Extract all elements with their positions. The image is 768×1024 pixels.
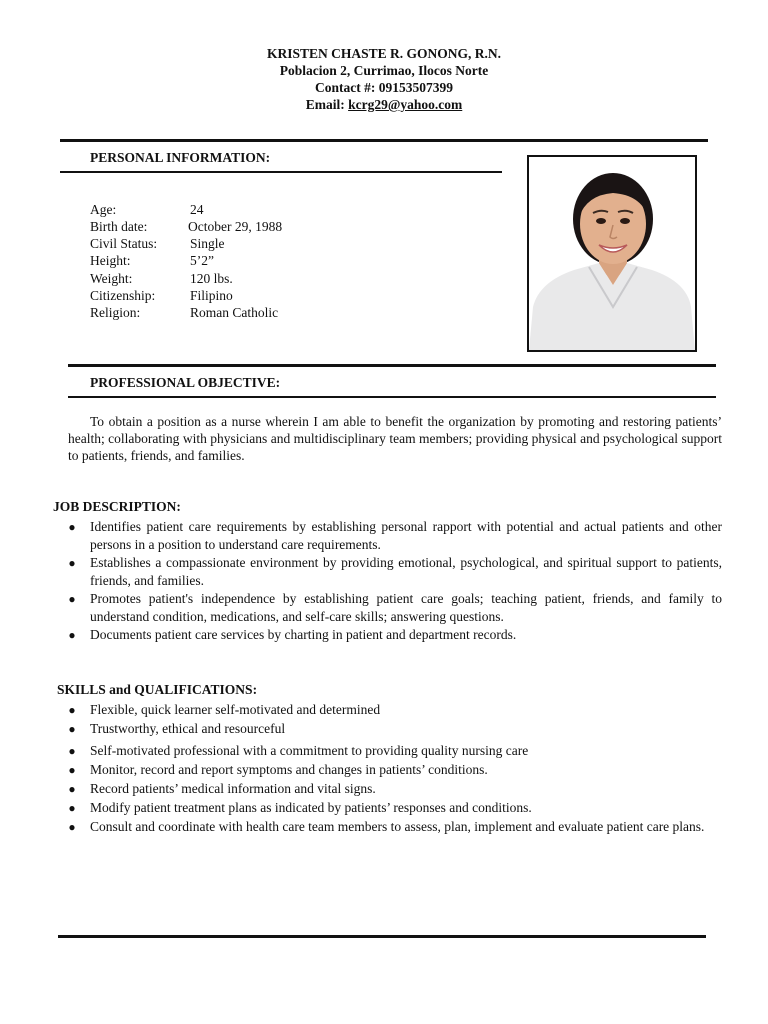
info-value: 24 xyxy=(190,202,204,217)
list-item-text: Identifies patient care requirements by establishing personal rapport with potential and actual patients and other persons in a position to understand care requirements. xyxy=(90,519,722,552)
info-value: 5’2” xyxy=(190,253,214,268)
objective-underline xyxy=(68,396,716,398)
email-line xyxy=(0,96,768,113)
bullet-icon: ● xyxy=(68,703,76,717)
info-row-birth-date xyxy=(90,219,282,235)
list-item-text: Flexible, quick learner self-motivated and determined xyxy=(90,702,381,717)
info-label: Weight: xyxy=(90,271,133,286)
bullet-icon: ● xyxy=(68,782,76,796)
list-item-text: Modify patient treatment plans as indicated by patients’ responses and conditions. xyxy=(90,800,532,815)
list-item xyxy=(67,780,722,798)
applicant-address: Poblacion 2, Currimao, Ilocos Norte xyxy=(279,63,489,78)
info-row-religion xyxy=(90,305,278,321)
info-label: Birth date: xyxy=(90,219,148,234)
bullet-icon: ● xyxy=(68,820,76,834)
contact-line xyxy=(0,79,768,96)
header-divider xyxy=(60,139,708,142)
objective-heading: PROFESSIONAL OBJECTIVE: xyxy=(90,375,281,390)
info-label: Height: xyxy=(90,253,131,268)
bullet-icon: ● xyxy=(68,556,76,570)
info-value: Roman Catholic xyxy=(190,305,279,320)
info-value: 120 lbs. xyxy=(190,271,233,286)
info-row-weight xyxy=(90,271,233,287)
bullet-icon: ● xyxy=(68,744,76,758)
list-item xyxy=(67,799,722,817)
list-item-text: Consult and coordinate with health care team members to assess, plan, implement and evaluate patient care plans. xyxy=(90,819,705,834)
contact-number: 09153507399 xyxy=(378,80,453,95)
contact-label: Contact #: xyxy=(315,80,379,95)
section-divider-objective xyxy=(68,364,716,367)
list-item-text: Record patients’ medical information and vital signs. xyxy=(90,781,376,796)
list-item xyxy=(67,742,722,760)
info-value: October 29, 1988 xyxy=(188,219,283,234)
list-item xyxy=(67,626,722,644)
info-value: Filipino xyxy=(190,288,233,303)
skills-heading: SKILLS and QUALIFICATIONS: xyxy=(57,682,258,697)
personal-info-underline xyxy=(60,171,502,173)
list-item xyxy=(67,720,722,738)
profile-photo xyxy=(527,155,697,352)
personal-info-heading: PERSONAL INFORMATION: xyxy=(90,150,271,165)
objective-text xyxy=(68,413,722,464)
portrait-illustration xyxy=(529,157,695,350)
job-description-heading: JOB DESCRIPTION: xyxy=(53,499,181,514)
info-value: Single xyxy=(190,236,225,251)
info-row-citizenship xyxy=(90,288,233,304)
bullet-icon: ● xyxy=(68,592,76,606)
footer-divider xyxy=(58,935,706,938)
list-item xyxy=(67,701,722,719)
list-item-text: Documents patient care services by charting in patient and department records. xyxy=(90,627,517,642)
list-item xyxy=(67,761,722,779)
list-item-text: Trustworthy, ethical and resourceful xyxy=(90,721,286,736)
info-row-civil-status xyxy=(90,236,225,252)
bullet-icon: ● xyxy=(68,722,76,736)
bullet-icon: ● xyxy=(68,628,76,642)
info-label: Age: xyxy=(90,202,117,217)
list-item-text: Promotes patient's independence by establishing patient care goals; teaching patient, friends, and family to understand condition, medications, and self-care skills; answering questions. xyxy=(90,591,722,624)
list-item-text: Establishes a compassionate environment by providing emotional, psychological, and spiritual support to patients, friends, and families. xyxy=(90,555,722,588)
objective-body: To obtain a position as a nurse wherein I am able to benefit the organization by promoting and restoring patients’ health; collaborating with physicians and multidisciplinary team members; providing physical and psychological support to patients, friends, and families. xyxy=(68,414,722,463)
list-item-text: Monitor, record and report symptoms and changes in patients’ conditions. xyxy=(90,762,488,777)
skills-list xyxy=(67,701,722,836)
bullet-icon: ● xyxy=(68,801,76,815)
email-link[interactable]: kcrg29@yahoo.com xyxy=(348,97,463,112)
list-item xyxy=(67,518,722,554)
info-label: Religion: xyxy=(90,305,141,320)
info-row-age xyxy=(90,202,204,218)
info-label: Civil Status: xyxy=(90,236,158,251)
resume-header xyxy=(0,45,768,113)
info-label: Citizenship: xyxy=(90,288,156,303)
bullet-icon: ● xyxy=(68,763,76,777)
list-item xyxy=(67,590,722,626)
list-item xyxy=(67,818,722,836)
email-label: Email: xyxy=(305,97,349,112)
list-item-text: Self-motivated professional with a commitment to providing quality nursing care xyxy=(90,743,529,758)
bullet-icon: ● xyxy=(68,520,76,534)
job-description-list xyxy=(67,518,722,644)
applicant-name: KRISTEN CHASTE R. GONONG, R.N. xyxy=(266,46,502,61)
info-row-height xyxy=(90,253,214,269)
list-item xyxy=(67,554,722,590)
